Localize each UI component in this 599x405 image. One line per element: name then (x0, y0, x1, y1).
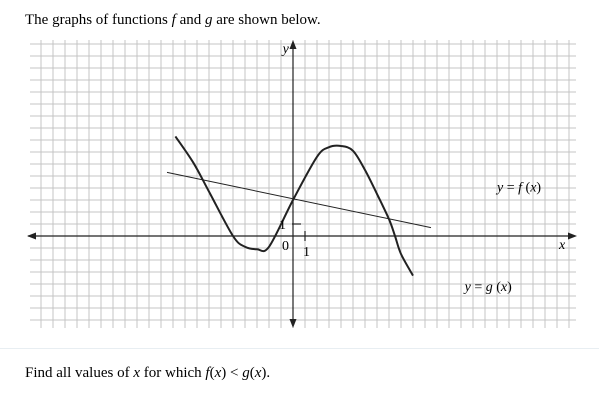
x-axis-label: x (559, 238, 566, 253)
x-axis-arrow-left (27, 233, 36, 240)
question-part: for which (140, 365, 206, 381)
prompt-text: are shown below. (212, 12, 321, 28)
function-g-symbol: g (204, 12, 213, 28)
question-part: ( (249, 365, 255, 381)
prompt-text: and (175, 12, 205, 28)
x-axis-arrow-right (568, 233, 577, 240)
question-part: ) < (221, 365, 243, 381)
question-part: ( (209, 365, 215, 381)
series-g-label: y = g (x) (464, 280, 512, 296)
function-f-symbol: f (171, 12, 176, 28)
series-f-label: y = f (x) (497, 180, 542, 196)
variable-x: x (133, 365, 140, 381)
question-part: Find all values of (25, 365, 134, 381)
series-layer (167, 136, 431, 275)
question-text (25, 365, 270, 382)
function-g-symbol: g (242, 365, 250, 381)
y-tick-label: 1 (279, 218, 286, 233)
y-axis-label: y (282, 42, 289, 57)
question-part: ). (261, 365, 271, 381)
variable-x: x (214, 365, 222, 381)
function-f-symbol: f (205, 365, 210, 381)
section-divider (0, 348, 599, 349)
origin-label: 0 (282, 239, 289, 254)
variable-x: x (254, 365, 262, 381)
prompt-text: The graphs of functions (25, 12, 172, 28)
x-tick-label: 1 (303, 245, 310, 260)
y-axis-arrow-down (290, 319, 297, 328)
